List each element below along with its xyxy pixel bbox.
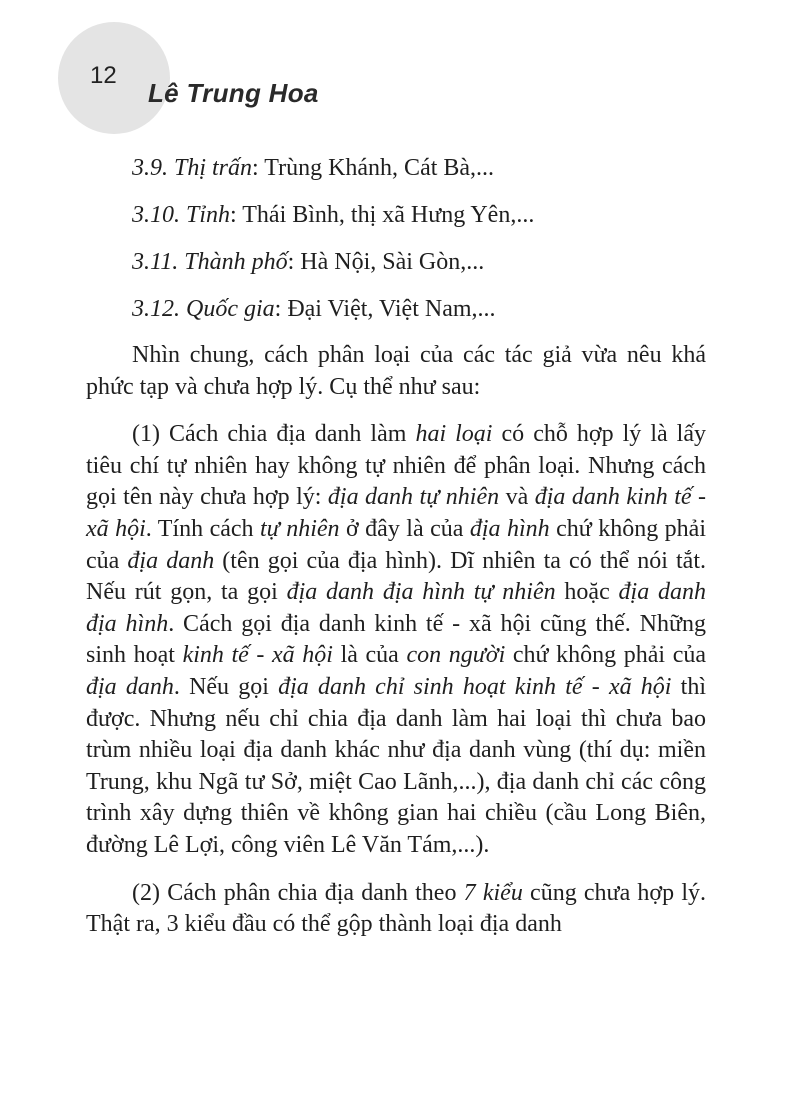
- text-run: là của: [332, 642, 407, 669]
- italic-text: tự nhiên: [260, 515, 340, 542]
- italic-text: địa danh kinh tế - xã hội: [86, 484, 707, 542]
- text-run: (2) Cách phân chia địa danh theo: [132, 879, 464, 906]
- text-run: (1) Cách chia địa danh làm: [132, 421, 416, 448]
- text-run: hoặc: [555, 579, 619, 606]
- italic-text: kinh tế - xã hội: [182, 642, 333, 669]
- list-item-examples: : Đại Việt, Việt Nam,...: [274, 296, 496, 322]
- italic-text: hai loại: [415, 421, 493, 448]
- paragraph: [86, 878, 706, 941]
- italic-text: địa hình: [469, 515, 550, 542]
- text-run: Nhìn chung, cách phân loại của các tác giả vừa nêu khá phức tạp và chưa hợp lý. Cụ thể như sau:: [86, 342, 706, 400]
- text-run: . Cách gọi địa danh kinh tế - xã hội cũng thế. Những sinh hoạt: [86, 610, 706, 669]
- text-run: chứ không phải của: [86, 515, 707, 574]
- text-run: . Tính cách: [145, 515, 261, 542]
- list-item-number: 3.10.: [132, 202, 180, 228]
- list-item-term: Tỉnh: [186, 202, 231, 228]
- italic-text: 7 kiểu: [463, 879, 523, 906]
- body-text: [86, 340, 706, 957]
- italic-text: con người: [406, 642, 506, 669]
- text-run: cũng chưa hợp lý. Thật ra, 3 kiểu đầu có thể gộp thành loại địa danh: [86, 879, 706, 938]
- list-item-number: 3.9.: [132, 155, 168, 181]
- list-item-term: Quốc gia: [186, 296, 275, 322]
- list-item: [132, 154, 732, 182]
- text-run: thì được. Nhưng nếu chỉ chia địa danh làm hai loại thì chưa bao trùm nhiều loại địa danh khác như địa danh vùng (thí dụ: miền Trung, khu Ngã tư Sở, miệt Cao Lãnh,...), địa danh chỉ các công trình xây dựng thiên về không gian hai chiều (cầu Long Biên, đường Lê Lợi, công viên Lê Văn Tám,...).: [86, 673, 706, 858]
- list-item-examples: : Thái Bình, thị xã Hưng Yên,...: [230, 202, 535, 228]
- place-name-list: [132, 154, 732, 342]
- list-item: [132, 248, 732, 276]
- italic-text: địa danh địa hình tự nhiên: [286, 579, 556, 606]
- text-run: . Nếu gọi: [173, 673, 279, 700]
- text-run: có chỗ hợp lý là lấy tiêu chí tự nhiên hay không tự nhiên để phân loại. Nhưng cách gọi tên này chưa hợp lý:: [86, 421, 706, 511]
- paragraph: [86, 419, 706, 861]
- running-head-author: Lê Trung Hoa: [148, 78, 319, 108]
- italic-text: địa danh: [127, 547, 215, 574]
- list-item: [132, 201, 732, 229]
- list-item: [132, 295, 732, 323]
- list-item-term: Thị trấn: [174, 155, 253, 181]
- page-number: 12: [90, 62, 117, 89]
- italic-text: địa danh: [86, 673, 174, 700]
- list-item-examples: : Hà Nội, Sài Gòn,...: [287, 249, 485, 275]
- italic-text: địa danh địa hình: [86, 579, 706, 637]
- italic-text: địa danh tự nhiên: [327, 484, 500, 511]
- text-run: và: [499, 484, 535, 511]
- list-item-number: 3.11.: [132, 249, 179, 275]
- paragraph: [86, 340, 706, 403]
- text-run: chứ không phải của: [505, 642, 707, 669]
- list-item-term: Thành phố: [184, 249, 288, 275]
- text-run: ở đây là của: [339, 515, 470, 542]
- list-item-number: 3.12.: [132, 296, 180, 322]
- text-run: (tên gọi của địa hình). Dĩ nhiên ta có thể nói tắt. Nếu rút gọn, ta gọi: [86, 547, 706, 606]
- italic-text: địa danh chỉ sinh hoạt kinh tế - xã hội: [278, 673, 672, 700]
- list-item-examples: : Trùng Khánh, Cát Bà,...: [252, 155, 495, 181]
